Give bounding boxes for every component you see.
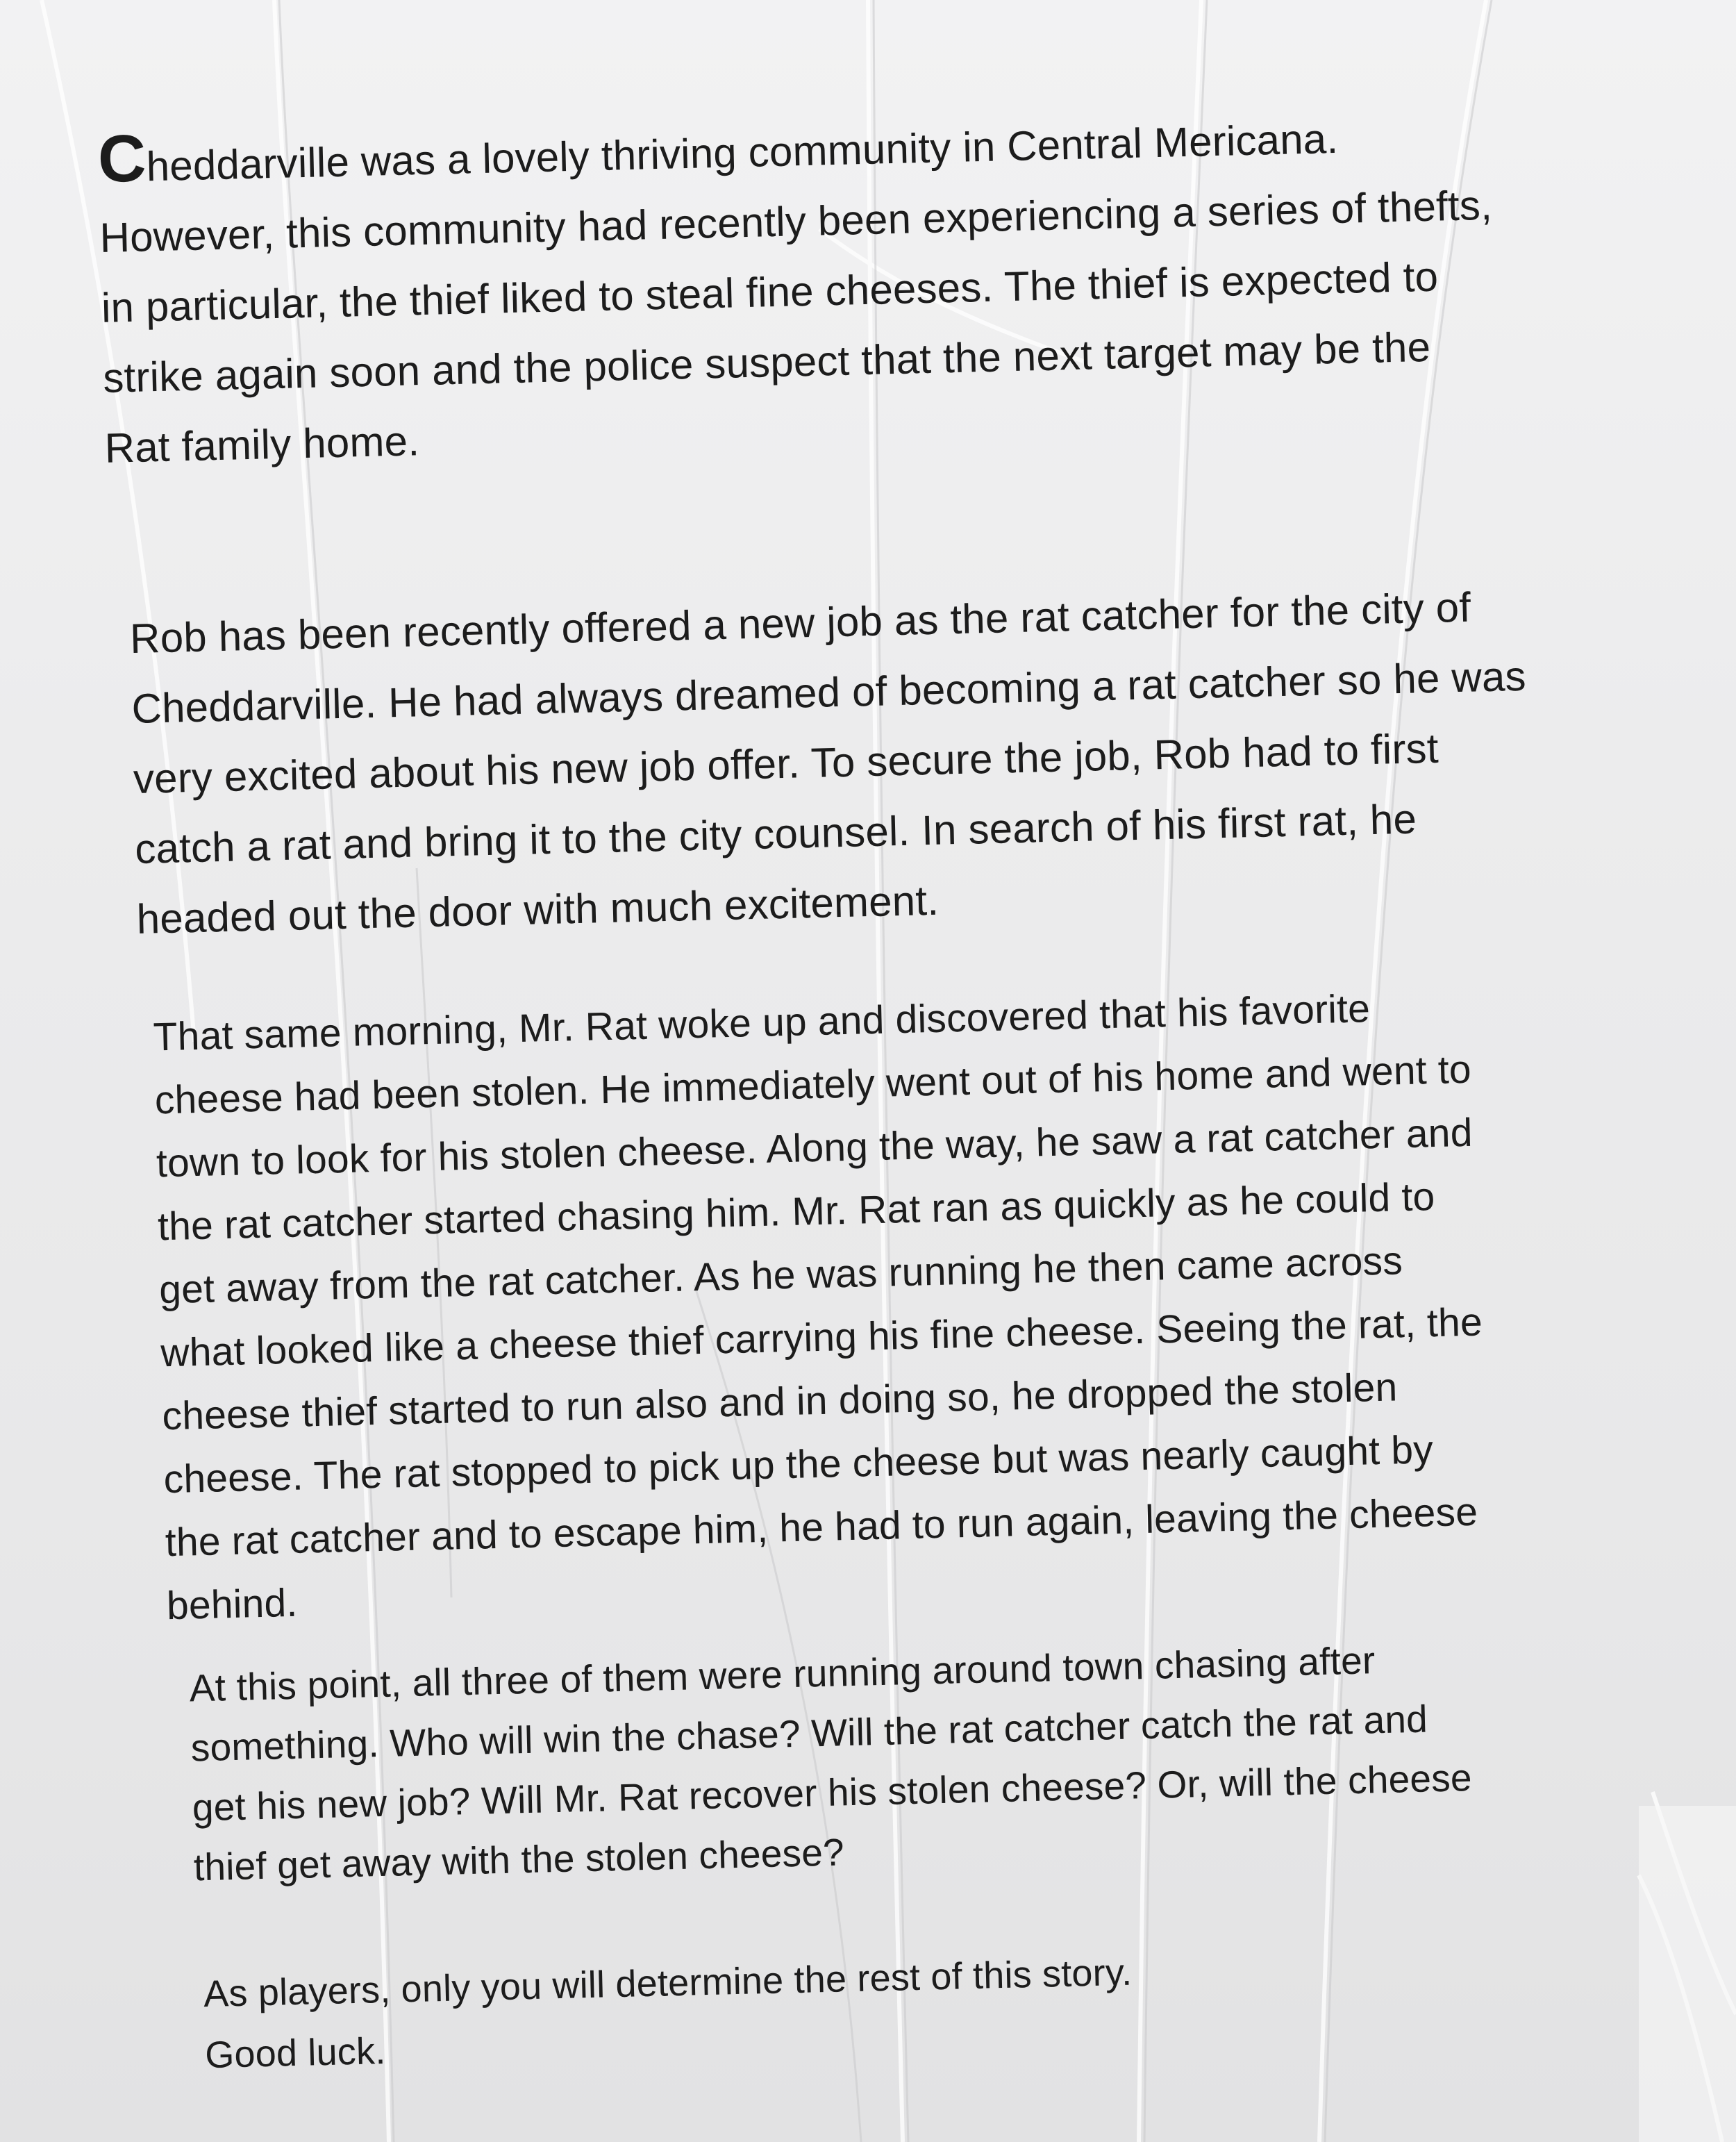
paragraph-intro <box>97 94 1723 483</box>
paragraph-closing: As players, only you will determine the rest of this story. Good luck. <box>203 1951 1133 2077</box>
story-text <box>97 94 1714 2077</box>
drop-cap-letter: C <box>97 121 147 197</box>
paragraph-mr-rat: That same morning, Mr. Rat woke up and discovered that his favorite cheese had been stolen. He immediately went out of his home and went to town to look for his stolen cheese. Along the way, he saw a rat catcher and the rat catcher started chasing him. Mr. Rat ran as quickly as he could to get away from the rat catcher. As he was running he then came across what looked like a cheese thief carrying his fine cheese. Seeing the rat, the cheese thief started to run also and in doing so, he dropped the stolen cheese. The rat stopped to pick up the cheese but was nearly caught by the rat catcher and to escape him, he had to run again, leaving the cheese behind. <box>152 986 1483 1629</box>
paragraph-chase: At this point, all three of them were running around town chasing after something. Who will win the chase? Will the rat catcher catch the rat and get his new job? Will Mr. Rat recover his stolen cheese? Or, will the cheese thief get away with the stolen cheese? <box>189 1638 1473 1889</box>
paragraph-rob: Rob has been recently offered a new job as the rat catcher for the city of Cheddarville. He had always dreamed of becoming a rat catcher so he was very excited about his new job offer. To secure the job, Rob had to first catch a rat and bring it to the city counsel. In search of his first rat, he headed out the door with much excitement. <box>129 583 1527 943</box>
paragraph-intro-text: heddarville was a lovely thriving community in Central Mericana. However, this community had recently been experiencing a series of thefts, in particular, the thief liked to steal fine cheeses. The thief is expected to strike again soon and the police suspect that the next target may be the Rat family home. <box>99 115 1493 472</box>
